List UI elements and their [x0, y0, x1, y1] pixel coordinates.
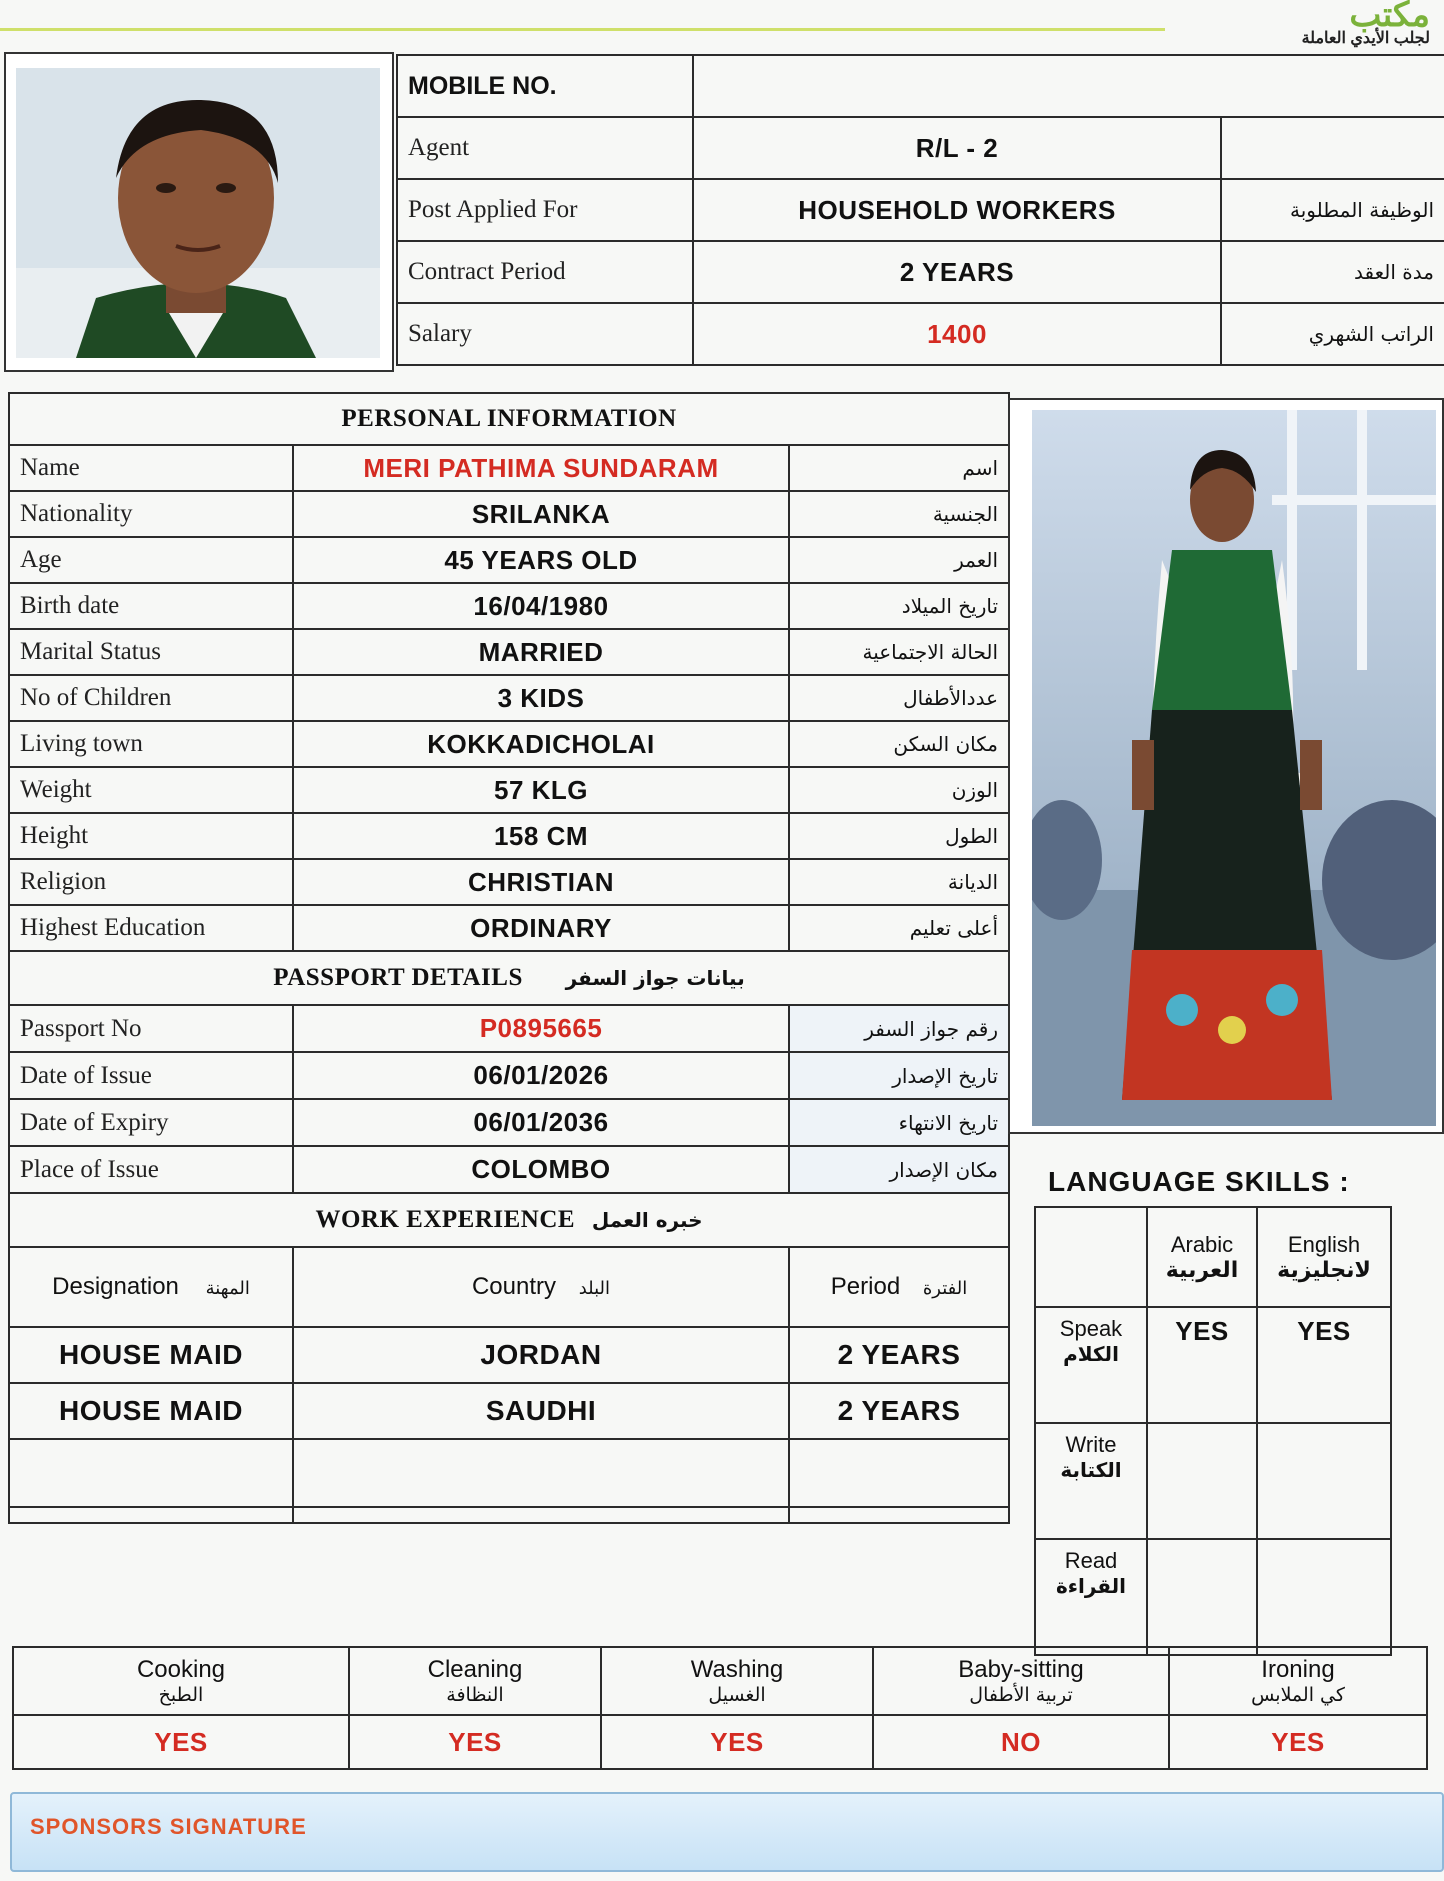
skill-label: Cooking — [136, 1656, 226, 1683]
period-column-header — [789, 1247, 1009, 1327]
skill-value: YES — [1169, 1715, 1427, 1769]
designation-label-arabic: المهنة — [205, 1278, 250, 1299]
write-arabic-value — [1147, 1423, 1257, 1539]
full-body-photo — [1032, 410, 1436, 1126]
personal-field-arabic: الطول — [789, 813, 1009, 859]
job-info-table — [396, 54, 1444, 366]
read-arabic-value — [1147, 1539, 1257, 1655]
personal-field-value: 57 KLG — [293, 767, 789, 813]
english-label: English — [1287, 1231, 1361, 1257]
contract-value: 2 YEARS — [693, 241, 1221, 303]
work-heading — [9, 1193, 1009, 1247]
skill-value: YES — [349, 1715, 601, 1769]
post-row — [397, 179, 1444, 241]
personal-field-label: Height — [9, 813, 293, 859]
mobile-label: MOBILE NO. — [397, 55, 693, 117]
personal-field-arabic: الجنسية — [789, 491, 1009, 537]
arabic-label-arabic: العربية — [1165, 1257, 1239, 1283]
arabic-label: Arabic — [1170, 1231, 1234, 1257]
read-label-arabic: القراءة — [1055, 1574, 1127, 1598]
logo-subtitle: لجلب الأيدي العاملة — [1301, 30, 1430, 47]
passport-heading-arabic: بيانات جواز السفر — [565, 966, 745, 990]
personal-field-value: 16/04/1980 — [293, 583, 789, 629]
personal-field-value: MERI PATHIMA SUNDARAM — [293, 445, 789, 491]
full-body-photo-frame — [1008, 398, 1444, 1134]
contract-label: Contract Period — [397, 241, 693, 303]
personal-info-row — [9, 445, 1009, 491]
work-designation: HOUSE MAID — [9, 1383, 293, 1439]
personal-info-row — [9, 813, 1009, 859]
agent-label: Agent — [397, 117, 693, 179]
speak-label-arabic: الكلام — [1063, 1342, 1119, 1366]
read-label: Read — [1064, 1548, 1118, 1573]
skills-label-row — [13, 1647, 1427, 1715]
personal-field-arabic: الحالة الاجتماعية — [789, 629, 1009, 675]
country-column-header — [293, 1247, 789, 1327]
post-value: HOUSEHOLD WORKERS — [693, 179, 1221, 241]
read-english-value — [1257, 1539, 1391, 1655]
passport-row — [9, 1052, 1009, 1099]
skill-label-cell — [873, 1647, 1169, 1715]
work-designation: HOUSE MAID — [9, 1327, 293, 1383]
language-skills-table — [1034, 1206, 1392, 1656]
skill-value: YES — [601, 1715, 873, 1769]
language-skills-heading: LANGUAGE SKILLS : — [1048, 1166, 1350, 1197]
personal-info-row — [9, 537, 1009, 583]
salary-value: 1400 — [693, 303, 1221, 365]
personal-info-row — [9, 859, 1009, 905]
designation-label: Designation — [52, 1273, 179, 1300]
personal-field-arabic: أعلى تعليم — [789, 905, 1009, 951]
work-empty-row — [9, 1439, 1009, 1507]
work-country: SAUDHI — [293, 1383, 789, 1439]
read-label-cell — [1035, 1539, 1147, 1655]
salary-label: Salary — [397, 303, 693, 365]
post-label: Post Applied For — [397, 179, 693, 241]
personal-field-value: 158 CM — [293, 813, 789, 859]
personal-field-value: 45 YEARS OLD — [293, 537, 789, 583]
skill-label-arabic: الغسيل — [708, 1684, 766, 1706]
skill-label-cell — [601, 1647, 873, 1715]
salary-arabic: الراتب الشهري — [1221, 303, 1444, 365]
sponsor-signature-label: SPONSORS SIGNATURE — [30, 1814, 307, 1839]
personal-info-heading: PERSONAL INFORMATION — [9, 393, 1009, 445]
personal-info-row — [9, 675, 1009, 721]
personal-field-value: ORDINARY — [293, 905, 789, 951]
skill-label-cell — [13, 1647, 349, 1715]
skill-label-arabic: الطبخ — [158, 1684, 204, 1706]
mobile-value — [693, 55, 1444, 117]
write-label-cell — [1035, 1423, 1147, 1539]
language-header-row — [1035, 1207, 1391, 1307]
skill-label: Cleaning — [427, 1656, 523, 1683]
personal-info-row — [9, 629, 1009, 675]
personal-field-label: Nationality — [9, 491, 293, 537]
country-label-arabic: البلد — [578, 1278, 611, 1299]
personal-field-arabic: الديانة — [789, 859, 1009, 905]
personal-info-row — [9, 767, 1009, 813]
skill-label-cell — [1169, 1647, 1427, 1715]
personal-field-arabic: الوزن — [789, 767, 1009, 813]
country-label: Country — [471, 1273, 557, 1300]
passport-field-label: Date of Expiry — [9, 1099, 293, 1146]
personal-field-label: No of Children — [9, 675, 293, 721]
work-experience-row — [9, 1383, 1009, 1439]
personal-info-row — [9, 905, 1009, 951]
work-period: 2 YEARS — [789, 1327, 1009, 1383]
skill-label-arabic: كي الملابس — [1251, 1684, 1345, 1706]
work-columns-row — [9, 1247, 1009, 1327]
personal-field-value: SRILANKA — [293, 491, 789, 537]
personal-field-arabic: اسم — [789, 445, 1009, 491]
passport-field-value: P0895665 — [293, 1005, 789, 1052]
post-arabic: الوظيفة المطلوبة — [1221, 179, 1444, 241]
passport-row — [9, 1005, 1009, 1052]
passport-field-value: COLOMBO — [293, 1146, 789, 1193]
agency-logo — [1205, 0, 1444, 56]
portrait-photo — [16, 68, 380, 358]
write-label-arabic: الكتابة — [1060, 1458, 1122, 1482]
period-label: Period — [830, 1273, 901, 1300]
passport-field-arabic: مكان الإصدار — [789, 1146, 1009, 1193]
passport-field-value: 06/01/2036 — [293, 1099, 789, 1146]
arabic-column-header — [1147, 1207, 1257, 1307]
personal-field-arabic: عددالأطفال — [789, 675, 1009, 721]
passport-field-label: Date of Issue — [9, 1052, 293, 1099]
work-country: JORDAN — [293, 1327, 789, 1383]
personal-field-label: Birth date — [9, 583, 293, 629]
passport-field-label: Passport No — [9, 1005, 293, 1052]
speak-arabic-value: YES — [1147, 1307, 1257, 1423]
personal-field-label: Marital Status — [9, 629, 293, 675]
personal-info-row — [9, 583, 1009, 629]
speak-label-cell — [1035, 1307, 1147, 1423]
speak-row — [1035, 1307, 1391, 1423]
work-empty-row — [9, 1507, 1009, 1523]
personal-field-label: Highest Education — [9, 905, 293, 951]
personal-field-value: MARRIED — [293, 629, 789, 675]
work-heading-arabic: خبره العمل — [591, 1208, 703, 1232]
personal-field-label: Name — [9, 445, 293, 491]
passport-field-value: 06/01/2026 — [293, 1052, 789, 1099]
skill-value: NO — [873, 1715, 1169, 1769]
write-label: Write — [1065, 1432, 1117, 1457]
passport-row — [9, 1146, 1009, 1193]
personal-field-arabic: مكان السكن — [789, 721, 1009, 767]
english-label-arabic: لانجليزية — [1277, 1257, 1371, 1283]
passport-heading — [9, 951, 1009, 1005]
write-english-value — [1257, 1423, 1391, 1539]
write-row — [1035, 1423, 1391, 1539]
logo-mark: مكتب — [1349, 0, 1430, 35]
contract-arabic: مدة العقد — [1221, 241, 1444, 303]
passport-field-label: Place of Issue — [9, 1146, 293, 1193]
personal-field-label: Age — [9, 537, 293, 583]
passport-field-arabic: رقم جواز السفر — [789, 1005, 1009, 1052]
agent-row — [397, 117, 1444, 179]
skill-label: Ironing — [1261, 1656, 1335, 1683]
personal-field-value: CHRISTIAN — [293, 859, 789, 905]
period-label-arabic: الفترة — [922, 1278, 968, 1299]
agent-arabic — [1221, 117, 1444, 179]
work-period: 2 YEARS — [789, 1383, 1009, 1439]
contract-row — [397, 241, 1444, 303]
read-row — [1035, 1539, 1391, 1655]
skill-value: YES — [13, 1715, 349, 1769]
skills-value-row — [13, 1715, 1427, 1769]
personal-field-arabic: العمر — [789, 537, 1009, 583]
mobile-row — [397, 55, 1444, 117]
passport-field-arabic: تاريخ الإصدار — [789, 1052, 1009, 1099]
personal-field-arabic: تاريخ الميلاد — [789, 583, 1009, 629]
work-heading-text: WORK EXPERIENCE — [315, 1206, 576, 1233]
skill-label-arabic: النظافة — [446, 1684, 504, 1706]
personal-field-label: Weight — [9, 767, 293, 813]
skill-label-cell — [349, 1647, 601, 1715]
personal-info-table — [8, 392, 1010, 1524]
personal-info-row — [9, 491, 1009, 537]
speak-label: Speak — [1059, 1316, 1123, 1341]
passport-field-arabic: تاريخ الانتهاء — [789, 1099, 1009, 1146]
header-divider — [0, 28, 1165, 31]
household-skills-table — [12, 1646, 1428, 1770]
english-column-header — [1257, 1207, 1391, 1307]
salary-row — [397, 303, 1444, 365]
passport-row — [9, 1099, 1009, 1146]
agent-value: R/L - 2 — [693, 117, 1221, 179]
personal-field-value: KOKKADICHOLAI — [293, 721, 789, 767]
personal-info-row — [9, 721, 1009, 767]
personal-field-value: 3 KIDS — [293, 675, 789, 721]
designation-column-header — [9, 1247, 293, 1327]
personal-field-label: Religion — [9, 859, 293, 905]
speak-english-value: YES — [1257, 1307, 1391, 1423]
portrait-photo-frame — [4, 52, 394, 372]
skill-label-arabic: تربية الأطفال — [969, 1684, 1073, 1706]
personal-field-label: Living town — [9, 721, 293, 767]
sponsor-signature-bar — [10, 1792, 1444, 1872]
passport-heading-text: PASSPORT DETAILS — [273, 964, 523, 991]
work-experience-row — [9, 1327, 1009, 1383]
skill-label: Washing — [690, 1656, 784, 1683]
skill-label: Baby-sitting — [958, 1656, 1084, 1683]
